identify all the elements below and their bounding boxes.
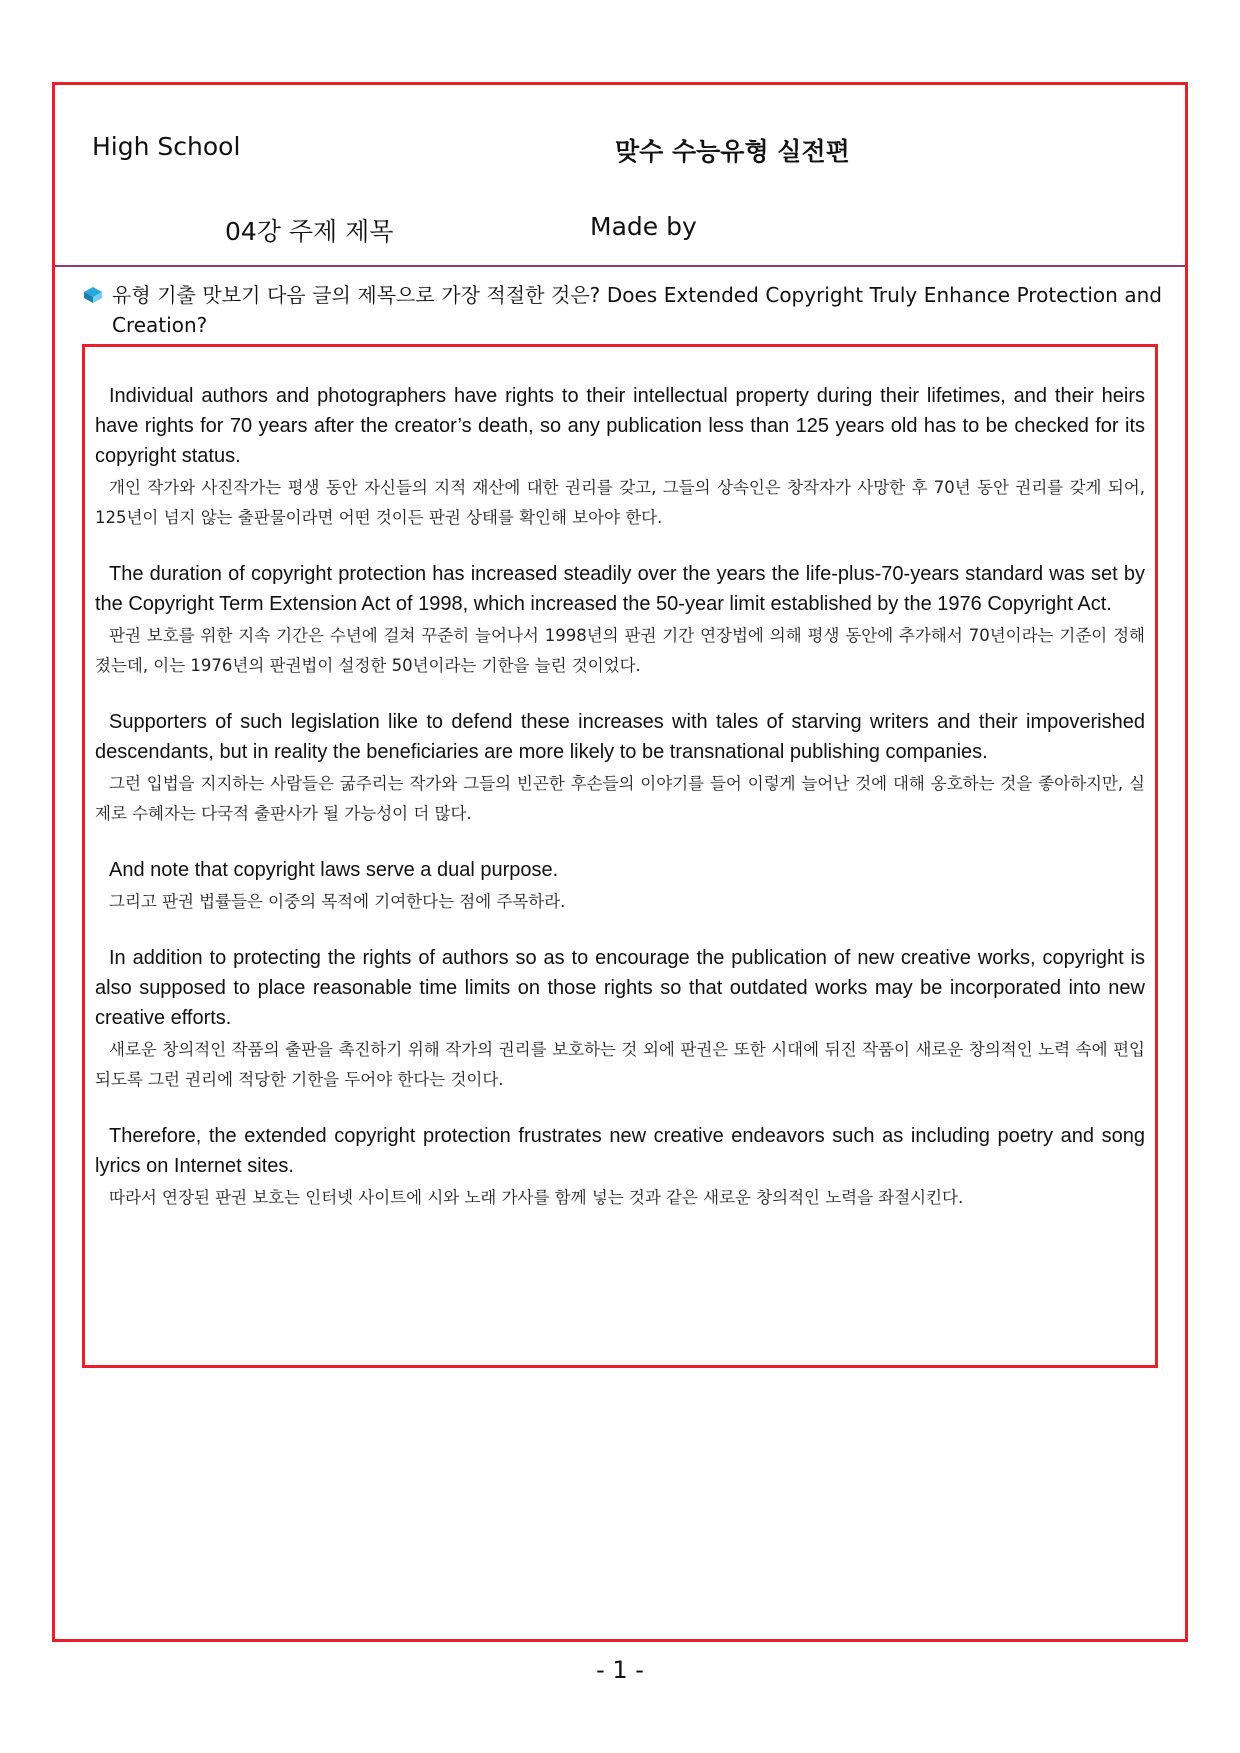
passage-pair [95,559,1145,681]
diamond-bullet-icon [84,287,102,303]
korean-translation: 따라서 연장된 판권 보호는 인터넷 사이트에 시와 노래 가사를 함께 넣는 것과 같은 새로운 창의적인 노력을 좌절시킨다. [109,1188,964,1207]
english-sentence: And note that copyright laws serve a dual purpose. [109,859,559,881]
english-sentence: The duration of copyright protection has increased steadily over the years the life-plus-70-years standard was set by the Copyright Term Extension Act of 1998, which increased the 50-year limit established by the 1976 Copyright Act. [95,563,1145,615]
english-sentence: Supporters of such legislation like to defend these increases with tales of starving writers and their impoverished descendants, but in reality the beneficiaries are more likely to be transnational publishing companies. [95,711,1145,763]
korean-translation: 그리고 판권 법률들은 이중의 목적에 기여한다는 점에 주목하라. [109,892,566,911]
school-label: High School [92,132,241,161]
english-sentence: Individual authors and photographers have rights to their intellectual property during their lifetimes, and their heirs have rights for 70 years after the creator’s death, so any publication less than 125 years old has to be checked for its copyright status. [95,385,1145,467]
made-by-label: Made by [590,212,697,241]
passage-pair [95,707,1145,829]
korean-translation: 판권 보호를 위한 지속 기간은 수년에 걸쳐 꾸준히 늘어나서 1998년의 판권 기간 연장법에 의해 평생 동안에 추가해서 70년이라는 기준이 정해졌는데, 이는 1976년의 판권법이 설정한 50년이라는 기한을 늘린 것이었다. [95,626,1145,675]
question-block [84,280,1162,340]
korean-translation: 새로운 창의적인 작품의 출판을 촉진하기 위해 작가의 권리를 보호하는 것 외에 판권은 또한 시대에 뒤진 작품이 새로운 창의적인 노력 속에 편입되도록 그런 권리에 적당한 기한을 두어야 한다는 것이다. [95,1040,1145,1089]
korean-translation: 그런 입법을 지지하는 사람들은 굶주리는 작가와 그들의 빈곤한 후손들의 이야기를 들어 이렇게 늘어난 것에 대해 옹호하는 것을 좋아하지만, 실제로 수혜자는 다국적 출판사가 될 가능성이 더 많다. [95,774,1145,823]
passage-box [82,344,1158,1368]
korean-translation: 개인 작가와 사진작가는 평생 동안 자신들의 지적 재산에 대한 권리를 갖고, 그들의 상속인은 창작자가 사망한 후 70년 동안 권리를 갖게 되어, 125년이 넘지 않는 출판물이라면 어떤 것이든 판권 상태를 확인해 보아야 한다. [95,478,1145,527]
header-divider [55,265,1185,267]
passage-pair [95,855,1145,917]
lesson-title: 04강 주제 제목 [225,217,394,246]
question-text: 유형 기출 맛보기 다음 글의 제목으로 가장 적절한 것은? Does Extended Copyright Truly Enhance Protection and Creation? [112,283,1162,337]
passage-pair [95,1121,1145,1213]
page-number: - 1 - [596,1656,644,1684]
english-sentence: In addition to protecting the rights of authors so as to encourage the publication of new creative works, copyright is also supposed to place reasonable time limits on those rights so that outdated works may be incorporated into new creative efforts. [95,947,1145,1029]
passage-pair [95,381,1145,533]
passage-pair [95,943,1145,1095]
english-sentence: Therefore, the extended copyright protection frustrates new creative endeavors such as including poetry and song lyrics on Internet sites. [95,1125,1145,1177]
series-title: 맞수 수능유형 실전편 [615,137,850,166]
